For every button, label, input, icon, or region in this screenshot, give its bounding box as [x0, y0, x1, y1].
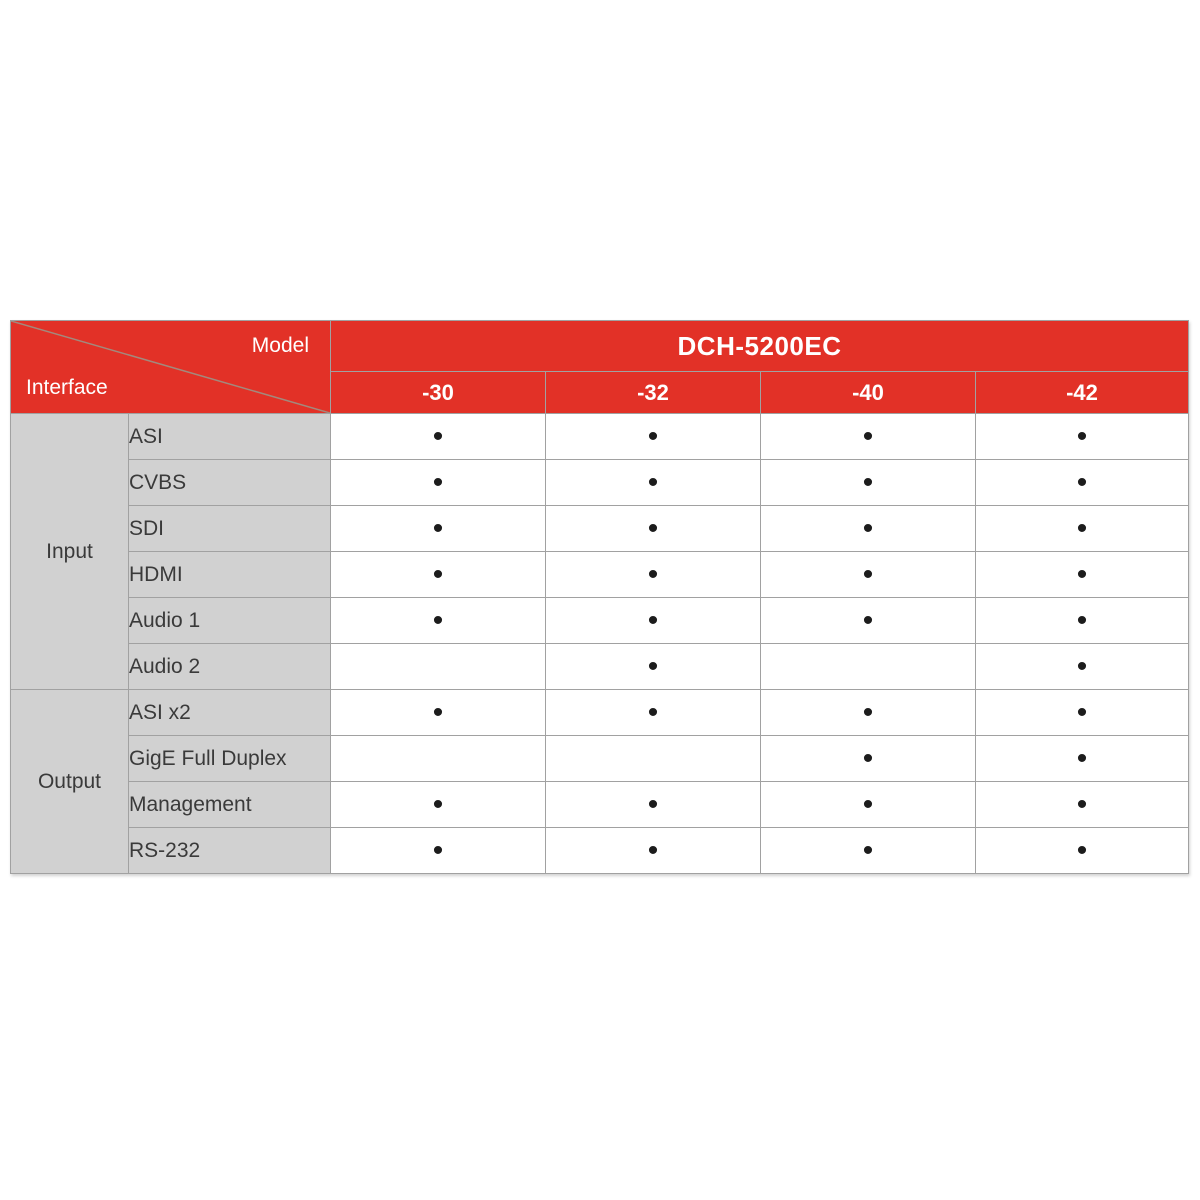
corner-header-cell: [11, 321, 331, 414]
table-row-audio2: [11, 644, 1189, 690]
availability-cell: •: [761, 736, 976, 782]
availability-cell: •: [331, 552, 546, 598]
availability-cell: •: [761, 552, 976, 598]
table-row-asix2: [11, 690, 1189, 736]
model-column-header--32: -32: [546, 372, 761, 414]
interface-label: ASI x2: [129, 690, 331, 736]
model-column-header--30: -30: [331, 372, 546, 414]
model-family-header: DCH-5200EC: [331, 321, 1189, 372]
interface-label: Management: [129, 782, 331, 828]
spec-table-container: [10, 320, 1189, 874]
availability-cell: •: [546, 690, 761, 736]
availability-cell: •: [546, 644, 761, 690]
interface-label: Audio 2: [129, 644, 331, 690]
availability-cell: •: [546, 506, 761, 552]
availability-cell: •: [976, 644, 1189, 690]
interface-label: CVBS: [129, 460, 331, 506]
availability-cell: •: [761, 690, 976, 736]
table-row-management: [11, 782, 1189, 828]
table-row-cvbs: [11, 460, 1189, 506]
availability-cell: •: [331, 828, 546, 874]
availability-cell: •: [546, 414, 761, 460]
availability-cell: [761, 644, 976, 690]
availability-cell: •: [331, 782, 546, 828]
interface-label: RS-232: [129, 828, 331, 874]
table-row-gige: [11, 736, 1189, 782]
availability-cell: •: [761, 828, 976, 874]
table-row-audio1: [11, 598, 1189, 644]
availability-cell: •: [331, 598, 546, 644]
availability-cell: •: [761, 782, 976, 828]
availability-cell: •: [976, 690, 1189, 736]
availability-cell: •: [761, 598, 976, 644]
availability-cell: [331, 736, 546, 782]
availability-cell: •: [976, 506, 1189, 552]
availability-cell: •: [976, 828, 1189, 874]
group-label-output: Output: [11, 690, 129, 874]
availability-cell: •: [331, 506, 546, 552]
availability-cell: •: [976, 736, 1189, 782]
availability-cell: •: [546, 782, 761, 828]
availability-cell: •: [546, 552, 761, 598]
model-column-header--42: -42: [976, 372, 1189, 414]
availability-cell: •: [976, 598, 1189, 644]
availability-cell: •: [546, 460, 761, 506]
availability-cell: •: [761, 506, 976, 552]
table-row-hdmi: [11, 552, 1189, 598]
table-header-row-family: [11, 321, 1189, 372]
availability-cell: •: [546, 598, 761, 644]
interface-label: SDI: [129, 506, 331, 552]
interface-model-matrix-table: [10, 320, 1189, 874]
interface-label: GigE Full Duplex: [129, 736, 331, 782]
availability-cell: [546, 736, 761, 782]
group-label-input: Input: [11, 414, 129, 690]
availability-cell: •: [976, 414, 1189, 460]
availability-cell: •: [546, 828, 761, 874]
interface-label: ASI: [129, 414, 331, 460]
interface-axis-label: Interface: [26, 376, 108, 399]
availability-cell: •: [761, 414, 976, 460]
availability-cell: [331, 644, 546, 690]
availability-cell: •: [331, 460, 546, 506]
table-row-sdi: [11, 506, 1189, 552]
availability-cell: •: [976, 552, 1189, 598]
availability-cell: •: [331, 690, 546, 736]
interface-label: Audio 1: [129, 598, 331, 644]
availability-cell: •: [331, 414, 546, 460]
availability-cell: •: [976, 460, 1189, 506]
table-row-asi: [11, 414, 1189, 460]
availability-cell: •: [976, 782, 1189, 828]
model-axis-label: Model: [251, 334, 309, 357]
model-column-header--40: -40: [761, 372, 976, 414]
availability-cell: •: [761, 460, 976, 506]
table-row-rs232: [11, 828, 1189, 874]
interface-label: HDMI: [129, 552, 331, 598]
